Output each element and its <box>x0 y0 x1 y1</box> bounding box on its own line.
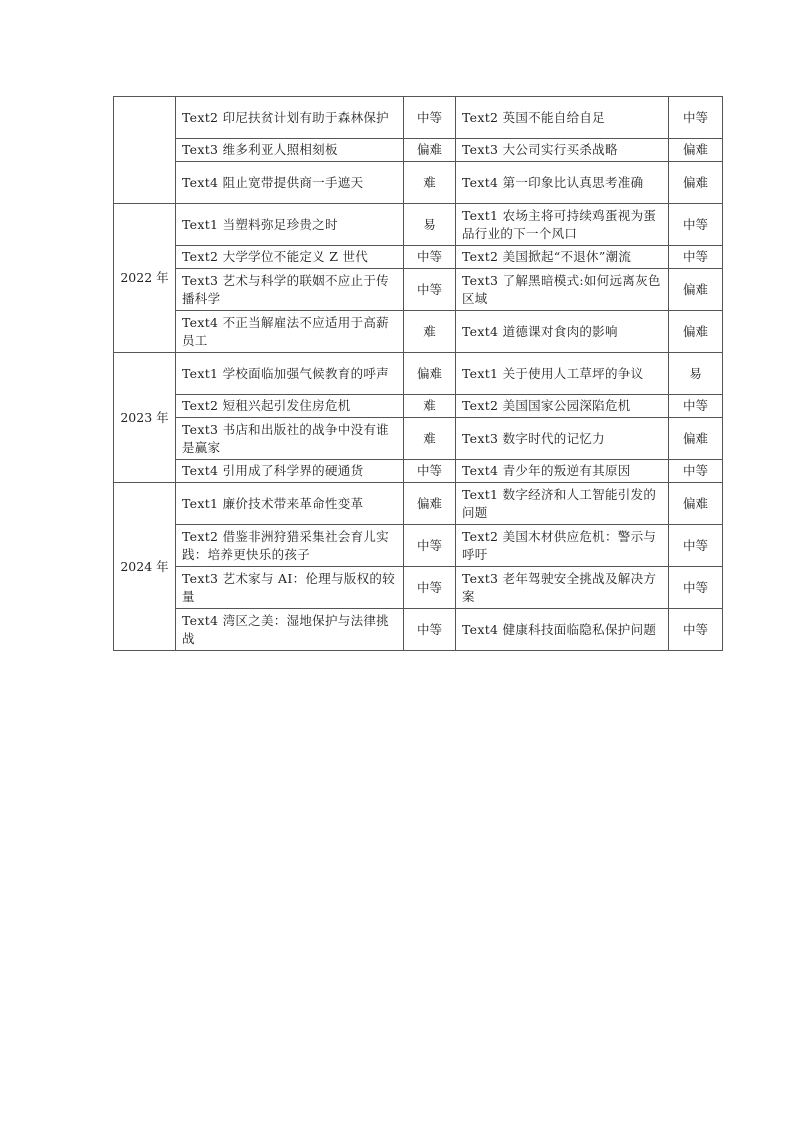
left-article-title: Text3 维多利亚人照相刻板 <box>176 139 404 162</box>
table-row <box>114 353 723 395</box>
left-article-title: Text3 艺术家与 AI：伦理与版权的较量 <box>176 567 404 609</box>
table-row <box>114 97 723 139</box>
right-article-title: Text4 道德课对食肉的影响 <box>456 311 669 353</box>
table-row <box>114 609 723 651</box>
left-article-title: Text2 短租兴起引发住房危机 <box>176 395 404 418</box>
year-cell: 2022 年 <box>114 204 176 353</box>
right-difficulty: 偏难 <box>669 311 723 353</box>
right-article-title: Text2 英国不能自给自足 <box>456 97 669 139</box>
left-article-title: Text4 湾区之美：湿地保护与法律挑战 <box>176 609 404 651</box>
right-article-title: Text3 了解黑暗模式:如何远离灰色区域 <box>456 269 669 311</box>
left-difficulty: 中等 <box>404 460 456 483</box>
left-article-title: Text1 学校面临加强气候教育的呼声 <box>176 353 404 395</box>
right-difficulty: 中等 <box>669 395 723 418</box>
left-difficulty: 难 <box>404 418 456 460</box>
right-difficulty: 中等 <box>669 567 723 609</box>
table-row <box>114 269 723 311</box>
left-article-title: Text3 书店和出版社的战争中没有谁是赢家 <box>176 418 404 460</box>
right-article-title: Text2 美国木材供应危机：警示与呼吁 <box>456 525 669 567</box>
left-difficulty: 难 <box>404 162 456 204</box>
right-difficulty: 中等 <box>669 204 723 246</box>
right-article-title: Text1 数字经济和人工智能引发的问题 <box>456 483 669 525</box>
left-difficulty: 偏难 <box>404 353 456 395</box>
left-article-title: Text1 当塑料弥足珍贵之时 <box>176 204 404 246</box>
table-row <box>114 246 723 269</box>
left-article-title: Text3 艺术与科学的联姻不应止于传播科学 <box>176 269 404 311</box>
left-difficulty: 中等 <box>404 609 456 651</box>
right-difficulty: 偏难 <box>669 418 723 460</box>
table-row <box>114 204 723 246</box>
table-row <box>114 525 723 567</box>
left-article-title: Text2 印尼扶贫计划有助于森林保护 <box>176 97 404 139</box>
right-difficulty: 中等 <box>669 460 723 483</box>
table-row <box>114 395 723 418</box>
right-article-title: Text3 大公司实行买杀战略 <box>456 139 669 162</box>
year-cell: 2024 年 <box>114 483 176 651</box>
table-row <box>114 311 723 353</box>
table-row <box>114 418 723 460</box>
right-difficulty: 偏难 <box>669 162 723 204</box>
right-difficulty: 中等 <box>669 525 723 567</box>
table-row <box>114 139 723 162</box>
left-difficulty: 偏难 <box>404 483 456 525</box>
right-difficulty: 易 <box>669 353 723 395</box>
right-difficulty: 偏难 <box>669 483 723 525</box>
left-difficulty: 难 <box>404 311 456 353</box>
right-article-title: Text4 健康科技面临隐私保护问题 <box>456 609 669 651</box>
left-article-title: Text4 引用成了科学界的硬通货 <box>176 460 404 483</box>
right-article-title: Text3 数字时代的记忆力 <box>456 418 669 460</box>
right-article-title: Text2 美国掀起“不退休”潮流 <box>456 246 669 269</box>
left-article-title: Text4 阻止宽带提供商一手遮天 <box>176 162 404 204</box>
right-difficulty: 中等 <box>669 609 723 651</box>
right-article-title: Text1 农场主将可持续鸡蛋视为蛋品行业的下一个风口 <box>456 204 669 246</box>
right-article-title: Text3 老年驾驶安全挑战及解决方案 <box>456 567 669 609</box>
table-row <box>114 567 723 609</box>
left-difficulty: 中等 <box>404 567 456 609</box>
left-difficulty: 易 <box>404 204 456 246</box>
right-difficulty: 偏难 <box>669 139 723 162</box>
right-article-title: Text4 青少年的叛逆有其原因 <box>456 460 669 483</box>
right-article-title: Text1 关于使用人工草坪的争议 <box>456 353 669 395</box>
right-difficulty: 偏难 <box>669 269 723 311</box>
left-difficulty: 中等 <box>404 269 456 311</box>
exam-text-difficulty-table <box>113 96 723 651</box>
right-difficulty: 中等 <box>669 97 723 139</box>
left-difficulty: 难 <box>404 395 456 418</box>
left-difficulty: 偏难 <box>404 139 456 162</box>
left-article-title: Text1 廉价技术带来革命性变革 <box>176 483 404 525</box>
right-difficulty: 中等 <box>669 246 723 269</box>
year-cell: 2023 年 <box>114 353 176 483</box>
table-row <box>114 162 723 204</box>
table-row <box>114 460 723 483</box>
right-article-title: Text4 第一印象比认真思考准确 <box>456 162 669 204</box>
year-cell <box>114 97 176 204</box>
left-article-title: Text2 借鉴非洲狩猎采集社会育儿实践：培养更快乐的孩子 <box>176 525 404 567</box>
left-difficulty: 中等 <box>404 246 456 269</box>
left-difficulty: 中等 <box>404 525 456 567</box>
left-article-title: Text2 大学学位不能定义 Z 世代 <box>176 246 404 269</box>
left-article-title: Text4 不正当解雇法不应适用于高薪员工 <box>176 311 404 353</box>
table-row <box>114 483 723 525</box>
right-article-title: Text2 美国国家公园深陷危机 <box>456 395 669 418</box>
left-difficulty: 中等 <box>404 97 456 139</box>
